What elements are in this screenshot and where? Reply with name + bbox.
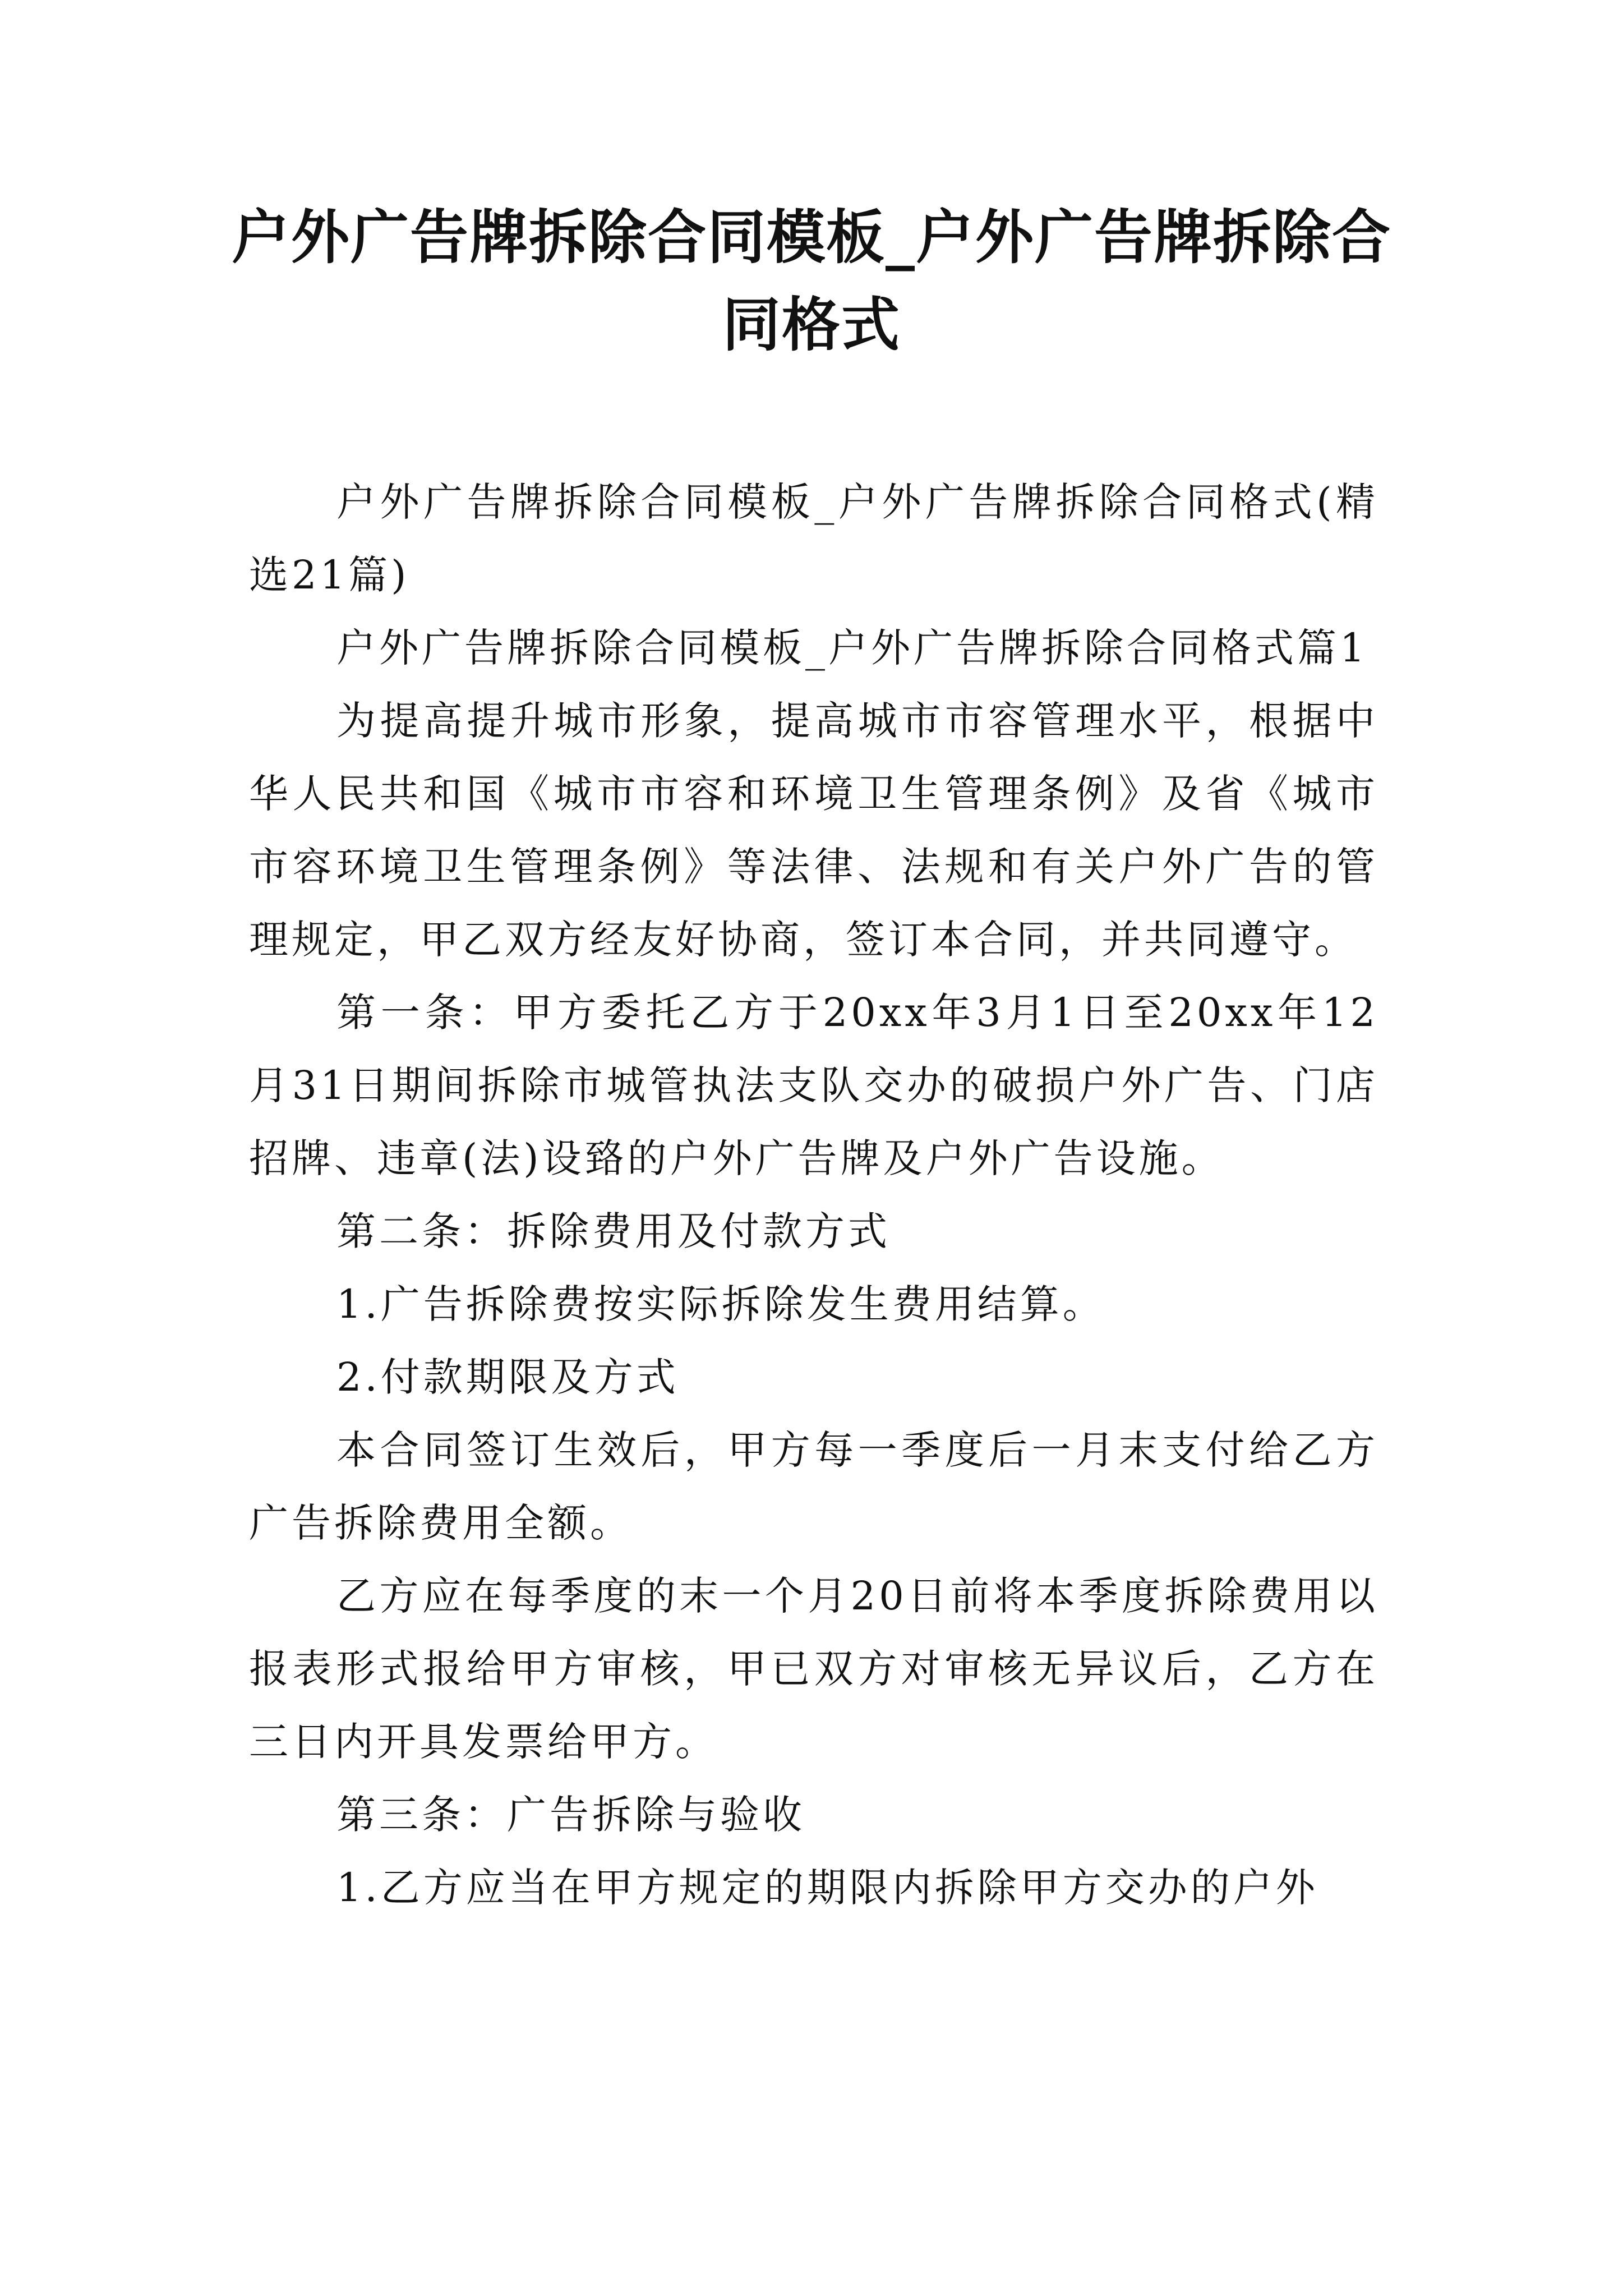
paragraph-article-1: 第一条：甲方委托乙方于20xx年3月1日至20xx年12月31日期间拆除市城管执法支队交办的破损户外广告、门店招牌、违章(法)设臵的户外广告牌及户外广告设施。 <box>249 990 1378 1181</box>
paragraph-payment-terms: 本合同签订生效后，甲方每一季度后一月末支付给乙方广告拆除费用全额。 <box>249 1427 1378 1546</box>
paragraph-article-3-item-1: 1.乙方应当在甲方规定的期限内拆除甲方交办的户外 <box>336 1865 1318 1911</box>
paragraph-invoice-terms: 乙方应在每季度的末一个月20日前将本季度拆除费用以报表形式报给甲方审核，甲已双方对审核无异议后，乙方在三日内开具发票给甲方。 <box>249 1573 1378 1765</box>
paragraph-article-2-heading: 第二条：拆除费用及付款方式 <box>336 1208 891 1254</box>
paragraph-article-2-item-1: 1.广告拆除费按实际拆除发生费用结算。 <box>336 1281 1105 1327</box>
paragraph-preamble: 为提高提升城市形象，提高城市市容管理水平，根据中华人民共和国《城市市容和环境卫生管理条例》及省《城市市容环境卫生管理条例》等法律、法规和有关户外广告的管理规定，甲乙双方经友好协商，签订本合同，并共同遵守。 <box>249 698 1378 963</box>
document-body <box>249 466 1378 1924</box>
paragraph-intro: 户外广告牌拆除合同模板_户外广告牌拆除合同格式(精选21篇) <box>249 479 1378 598</box>
paragraph-article-2-item-2: 2.付款期限及方式 <box>336 1354 679 1400</box>
document-title: 户外广告牌拆除合同模板_户外广告牌拆除合同格式 <box>231 203 1391 359</box>
paragraph-heading-part-1: 户外广告牌拆除合同模板_户外广告牌拆除合同格式篇1 <box>336 625 1368 671</box>
paragraph-article-3-heading: 第三条：广告拆除与验收 <box>336 1792 805 1838</box>
